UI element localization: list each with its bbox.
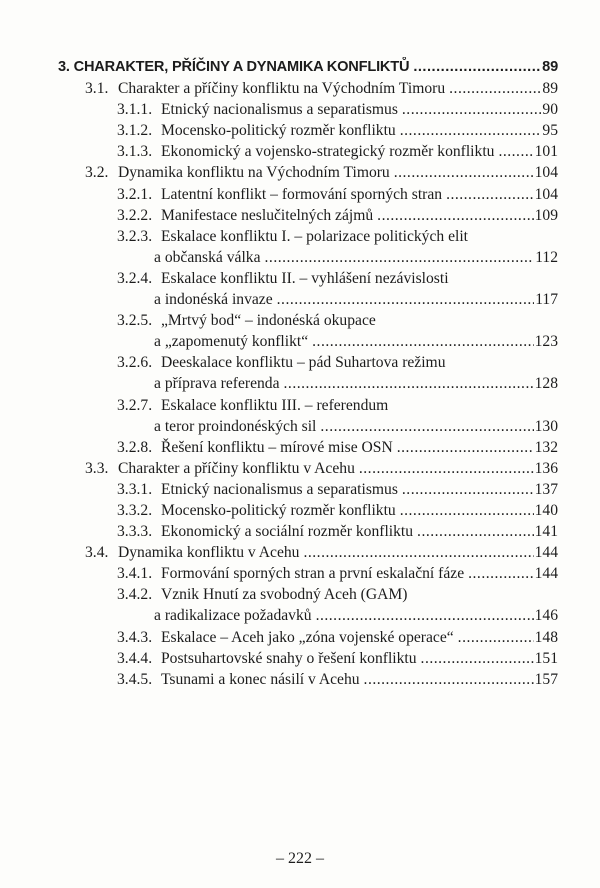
entry-page: 157: [534, 670, 558, 688]
leader-dots: [397, 437, 534, 458]
entry-page: 132: [534, 438, 558, 456]
leader-dots: [498, 141, 533, 162]
toc-entry: [58, 500, 558, 521]
toc-entry-continuation: [58, 289, 558, 310]
toc-entry: [58, 141, 558, 162]
leader-dots: [402, 479, 534, 500]
toc-entry-continuation: [58, 331, 558, 352]
entry-title: Postsuhartovské snahy o řešení konfliktu: [161, 649, 417, 667]
toc-entry: [58, 669, 558, 690]
entry-number: 3.3.: [85, 459, 109, 477]
entry-number: 3.4.: [85, 544, 109, 562]
leader-dots: [402, 99, 542, 120]
toc-entry: [58, 268, 558, 289]
entry-page: 95: [542, 122, 558, 140]
toc-entry-continuation: [58, 373, 558, 394]
entry-number: 3.4.1.: [117, 565, 153, 583]
entry-title: Mocensko-politický rozměr konfliktu: [161, 122, 396, 140]
toc-entry-continuation: [58, 247, 558, 268]
toc-entry-continuation: [58, 605, 558, 626]
entry-title: Charakter a příčiny konfliktu na Východním Timoru: [118, 80, 446, 98]
entry-page: 141: [534, 523, 558, 541]
chapter-heading: [58, 57, 558, 78]
entry-page: 101: [534, 143, 558, 161]
entry-number: 3.2.8.: [117, 438, 153, 456]
leader-dots: [449, 78, 541, 99]
leader-dots: [400, 120, 542, 141]
entry-title: Manifestace neslučitelných zájmů: [161, 206, 374, 224]
entry-page: 112: [535, 248, 558, 266]
entry-page: 104: [534, 185, 558, 203]
leader-dots: [394, 162, 534, 183]
entry-number: 3.2.6.: [117, 354, 153, 372]
entry-title: Eskalace – Aceh jako „zóna vojenské operace“: [161, 628, 454, 646]
leader-dots: [312, 331, 533, 352]
entry-page: 136: [534, 459, 558, 477]
entry-number: 3.2.2.: [117, 206, 153, 224]
leader-dots: [359, 458, 534, 479]
entry-number: 3.1.3.: [117, 143, 153, 161]
entry-title: Deeskalace konfliktu – pád Suhartova režimu: [161, 354, 446, 372]
toc-entry: [58, 479, 558, 500]
entry-title: Etnický nacionalismus a separatismus: [161, 480, 398, 498]
leader-dots: [316, 605, 534, 626]
leader-dots: [400, 500, 534, 521]
entry-number: 3.2.5.: [117, 312, 153, 330]
leader-dots: [377, 205, 533, 226]
entry-number: 3.4.2.: [117, 586, 153, 604]
entry-title-continuation: a příprava referenda: [154, 375, 280, 393]
entry-title: Ekonomický a sociální rozměr konfliktu: [161, 523, 414, 541]
leader-dots: [277, 289, 535, 310]
toc-entry: [58, 437, 558, 458]
entry-number: 3.2.1.: [117, 185, 153, 203]
chapter-title: 3. CHARAKTER, PŘÍČINY A DYNAMIKA KONFLIKTŮ: [58, 59, 410, 75]
entry-page: 144: [534, 544, 558, 562]
entry-title: Tsunami a konec násilí v Acehu: [161, 670, 360, 688]
toc-entry: [58, 310, 558, 331]
entry-number: 3.2.: [85, 164, 109, 182]
entry-title: Dynamika konfliktu na Východním Timoru: [118, 164, 390, 182]
entry-page: 104: [534, 164, 558, 182]
entry-title-continuation: a teror proindonéských sil: [154, 417, 317, 435]
entry-page: 146: [534, 607, 558, 625]
toc-entry: [58, 458, 558, 479]
page-number: – 222 –: [276, 850, 324, 867]
leader-dots: [320, 416, 533, 437]
leader-dots: [265, 247, 535, 268]
entry-page: 137: [534, 480, 558, 498]
toc-entry: [58, 226, 558, 247]
entry-title: „Mrtvý bod“ – indonéská okupace: [161, 312, 376, 330]
entry-title: Dynamika konfliktu v Acehu: [118, 544, 300, 562]
entry-page: 123: [534, 333, 558, 351]
toc-entry: [58, 521, 558, 542]
toc-entry: [58, 205, 558, 226]
toc-entry: [58, 352, 558, 373]
entry-title: Vznik Hnutí za svobodný Aceh (GAM): [161, 586, 408, 604]
entry-page: 128: [534, 375, 558, 393]
leader-dots: [446, 184, 534, 205]
table-of-contents: [58, 57, 558, 690]
entry-page: 140: [534, 501, 558, 519]
entry-number: 3.1.: [85, 80, 109, 98]
leader-dots: [417, 521, 534, 542]
entry-number: 3.4.3.: [117, 628, 153, 646]
entry-title: Řešení konfliktu – mírové mise OSN: [161, 438, 393, 456]
leader-dots: [421, 648, 534, 669]
toc-entry: [58, 584, 558, 605]
entry-page: 144: [534, 565, 558, 583]
entry-title: Charakter a příčiny konfliktu v Acehu: [118, 459, 355, 477]
entry-page: 90: [542, 101, 558, 119]
entry-number: 3.1.1.: [117, 101, 153, 119]
toc-entry: [58, 120, 558, 141]
toc-entry: [58, 648, 558, 669]
toc-entry: [58, 627, 558, 648]
entry-title: Ekonomický a vojensko-strategický rozměr konfliktu: [161, 143, 495, 161]
entry-title-continuation: a „zapomenutý konflikt“: [154, 333, 309, 351]
toc-entry: [58, 162, 558, 183]
entry-page: 89: [542, 80, 558, 98]
toc-entry: [58, 395, 558, 416]
entry-title-continuation: a radikalizace požadavků: [154, 607, 312, 625]
toc-entry: [58, 184, 558, 205]
entry-number: 3.3.1.: [117, 480, 153, 498]
leader-dots: [364, 669, 534, 690]
entry-title-continuation: a občanská válka: [154, 248, 261, 266]
entry-page: 109: [534, 206, 558, 224]
entry-title: Latentní konflikt – formování sporných stran: [161, 185, 443, 203]
leader-dots: [468, 563, 533, 584]
entry-title: Eskalace konfliktu II. – vyhlášení nezávislosti: [161, 269, 449, 287]
chapter-page: 89: [542, 59, 558, 75]
entry-number: 3.3.2.: [117, 501, 153, 519]
entry-title-continuation: a indonéská invaze: [154, 291, 273, 309]
entry-page: 148: [534, 628, 558, 646]
entry-title: Eskalace konfliktu III. – referendum: [161, 396, 389, 414]
entry-number: 3.2.7.: [117, 396, 153, 414]
entry-number: 3.2.4.: [117, 269, 153, 287]
leader-dots: [284, 373, 534, 394]
entry-page: 130: [534, 417, 558, 435]
entry-number: 3.1.2.: [117, 122, 153, 140]
entry-number: 3.3.3.: [117, 523, 153, 541]
entry-number: 3.2.3.: [117, 227, 153, 245]
entry-title: Etnický nacionalismus a separatismus: [161, 101, 398, 119]
entry-page: 151: [534, 649, 558, 667]
toc-entry: [58, 542, 558, 563]
entry-title: Formování sporných stran a první eskalační fáze: [161, 565, 465, 583]
leader-dots: [303, 542, 533, 563]
toc-entry: [58, 563, 558, 584]
entry-number: 3.4.5.: [117, 670, 153, 688]
entry-title: Mocensko-politický rozměr konfliktu: [161, 501, 396, 519]
toc-entry-continuation: [58, 416, 558, 437]
entry-page: 117: [535, 291, 558, 309]
entry-number: 3.4.4.: [117, 649, 153, 667]
leader-dots: [413, 57, 541, 78]
toc-entry: [58, 99, 558, 120]
entry-title: Eskalace konfliktu I. – polarizace politických elit: [161, 227, 468, 245]
leader-dots: [458, 627, 534, 648]
toc-entry: [58, 78, 558, 99]
